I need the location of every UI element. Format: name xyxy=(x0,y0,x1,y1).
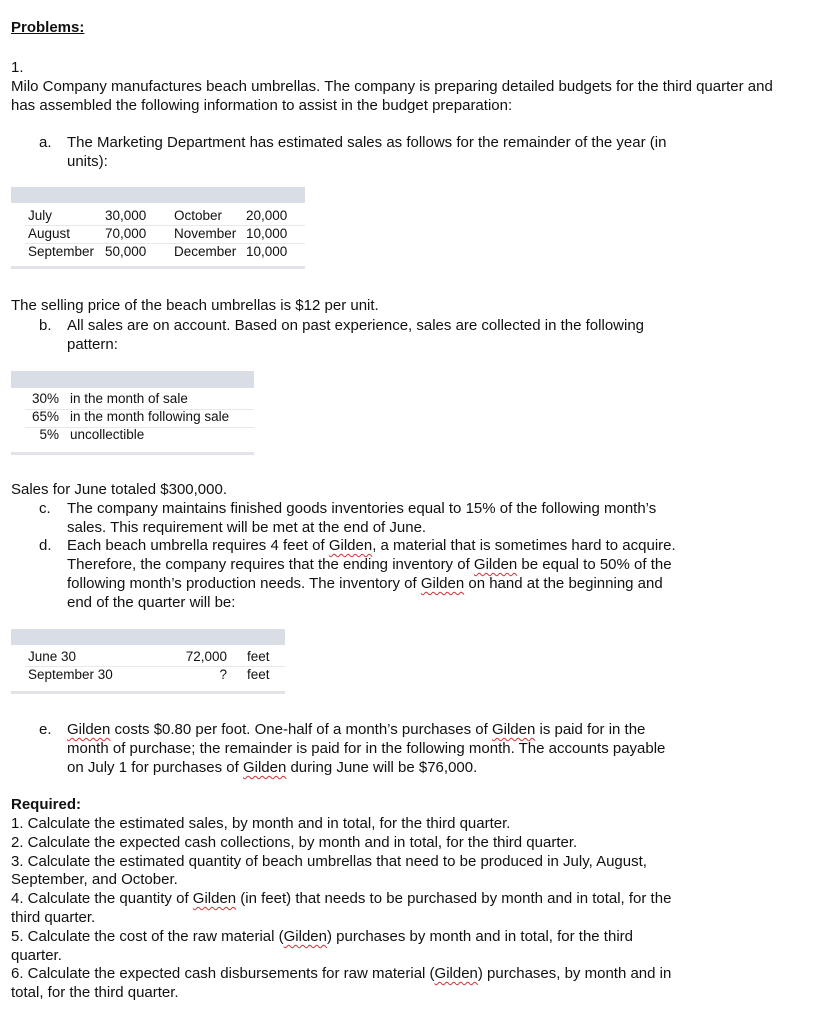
item-d-line2: Therefore, the company requires that the ending inventory of Gilden be equal to 50% of the xyxy=(67,556,672,573)
sales-value-right: 20,000 xyxy=(246,208,288,223)
inventory-quantity: ? xyxy=(219,667,227,682)
item-e-line1: Gilden costs $0.80 per foot. One-half of a month’s purchases of Gilden is paid for in the xyxy=(67,721,646,738)
gilden-term: Gilden xyxy=(67,721,111,738)
june-sales-text: Sales for June totaled $300,000. xyxy=(11,481,227,498)
sales-value-left: 70,000 xyxy=(105,226,147,241)
sales-forecast-table xyxy=(11,187,305,271)
collection-description: in the month of sale xyxy=(70,391,188,406)
collection-description: uncollectible xyxy=(70,427,145,442)
item-e-marker: e. xyxy=(39,721,52,738)
inventory-quantity: 72,000 xyxy=(185,649,227,664)
collection-description: in the month following sale xyxy=(70,409,230,424)
problem-intro: Milo Company manufactures beach umbrellas. The company is preparing detailed budgets for the third quarter and has assembled the following information to assist in the budget preparation: xyxy=(11,78,773,114)
item-b-marker: b. xyxy=(39,317,52,334)
collection-percent: 30% xyxy=(31,391,59,406)
item-b-line1: All sales are on account. Based on past experience, sales are collected in the following xyxy=(67,317,645,334)
item-d-line1: Each beach umbrella requires 4 feet of Gilden, a material that is sometimes hard to acquire. xyxy=(67,537,676,554)
problems-heading: Problems: xyxy=(11,19,85,36)
gilden-term: Gilden xyxy=(283,928,327,945)
item-e-line3: on July 1 for purchases of Gilden during June will be $76,000. xyxy=(67,759,478,776)
gilden-term: Gilden xyxy=(434,965,478,982)
item-c-line2: sales. This requirement will be met at the end of June. xyxy=(67,519,427,536)
problem-number: 1. xyxy=(11,59,24,76)
item-c-line1: The company maintains finished goods inventories equal to 15% of the following month’s xyxy=(67,500,657,517)
sales-month-left: July xyxy=(28,208,53,223)
requirement-3-line2: September, and October. xyxy=(11,871,178,888)
sales-month-right: December xyxy=(174,244,237,259)
requirement-5-line1: 5. Calculate the cost of the raw material (Gilden) purchases by month and in total, for the third xyxy=(11,928,633,945)
collection-percent: 65% xyxy=(31,409,59,424)
sales-value-right: 10,000 xyxy=(246,226,288,241)
gilden-inventory-table xyxy=(11,629,285,697)
sales-value-left: 50,000 xyxy=(105,244,147,259)
sales-month-right: October xyxy=(174,208,223,223)
gilden-term: Gilden xyxy=(328,537,373,554)
sales-value-left: 30,000 xyxy=(105,208,147,223)
gilden-term: Gilden xyxy=(192,890,237,907)
sales-value-right: 10,000 xyxy=(246,244,288,259)
selling-price-text: The selling price of the beach umbrellas is $12 per unit. xyxy=(11,297,379,314)
item-b-line2: pattern: xyxy=(67,336,118,353)
item-a-line1: The Marketing Department has estimated sales as follows for the remainder of the year (in xyxy=(67,134,667,151)
gilden-term: Gilden xyxy=(491,721,536,738)
item-d-line3: following month’s production needs. The inventory of Gilden on hand at the beginning and xyxy=(67,575,663,592)
inventory-date: June 30 xyxy=(28,649,77,664)
requirement-4-line1: 4. Calculate the quantity of Gilden (in feet) that needs to be purchased by month and in total, for the xyxy=(11,890,672,907)
collection-pattern-table xyxy=(11,371,254,457)
item-c-marker: c. xyxy=(39,500,51,517)
sales-month-left: August xyxy=(28,226,71,241)
requirement-6-line2: total, for the third quarter. xyxy=(11,984,179,1001)
sales-month-right: November xyxy=(174,226,237,241)
required-heading: Required: xyxy=(11,796,82,813)
inventory-unit: feet xyxy=(247,667,270,682)
gilden-term: Gilden xyxy=(420,575,465,592)
gilden-term: Gilden xyxy=(242,759,287,776)
inventory-unit: feet xyxy=(247,649,270,664)
item-d-marker: d. xyxy=(39,537,52,554)
requirement-2: 2. Calculate the expected cash collections, by month and in total, for the third quarter. xyxy=(11,834,578,851)
requirement-3-line1: 3. Calculate the estimated quantity of beach umbrellas that need to be produced in July, August, xyxy=(11,853,647,870)
sales-month-left: September xyxy=(28,244,95,259)
item-d-line4: end of the quarter will be: xyxy=(67,594,236,611)
gilden-term: Gilden xyxy=(473,556,518,573)
inventory-date: September 30 xyxy=(28,667,113,682)
requirement-5-line2: quarter. xyxy=(11,947,62,964)
collection-percent: 5% xyxy=(39,427,59,442)
item-a-line2: units): xyxy=(67,153,108,170)
requirement-1: 1. Calculate the estimated sales, by month and in total, for the third quarter. xyxy=(11,815,511,832)
requirement-4-line2: third quarter. xyxy=(11,909,96,926)
requirement-6-line1: 6. Calculate the expected cash disbursements for raw material (Gilden) purchases, by month and in xyxy=(11,965,672,982)
item-e-line2: month of purchase; the remainder is paid for in the following month. The accounts payable xyxy=(67,740,666,757)
item-a-marker: a. xyxy=(39,134,52,151)
